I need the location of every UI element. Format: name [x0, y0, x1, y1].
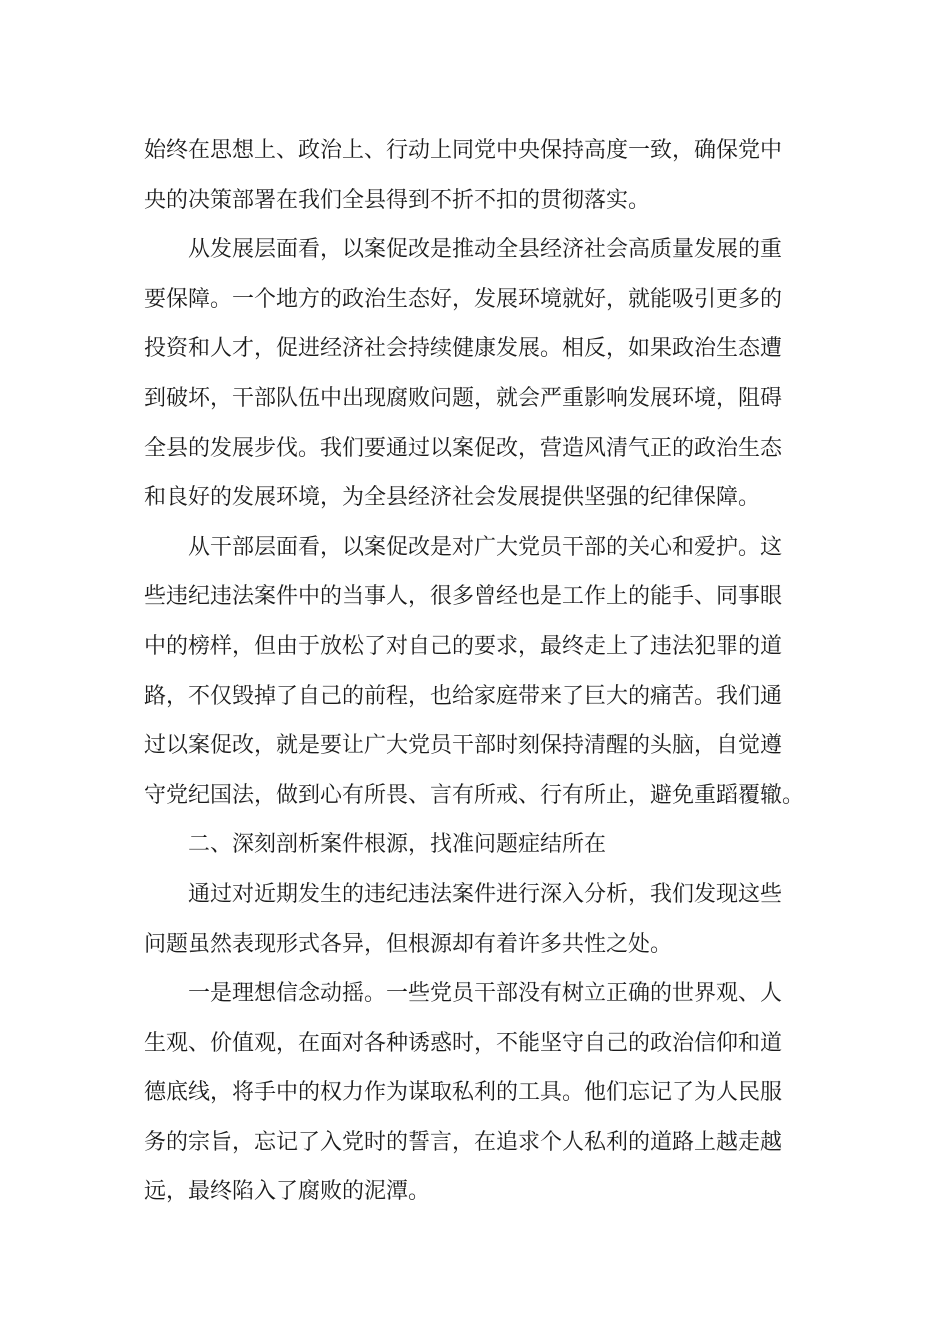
text-line: 守党纪国法，做到心有所畏、言有所戒、行有所止，避免重蹈覆辙。 [144, 782, 805, 808]
paragraph-cadres [144, 523, 810, 821]
heading-line: 二、深刻剖析案件根源，找准问题症结所在 [188, 832, 607, 858]
text-line: 从发展层面看，以案促改是推动全县经济社会高质量发展的重 [188, 237, 783, 263]
text-line: 要保障。一个地方的政治生态好，发展环境就好，就能吸引更多的 [144, 286, 783, 312]
text-line: 些违纪违法案件中的当事人，很多曾经也是工作上的能手、同事眼 [144, 584, 783, 610]
text-line: 央的决策部署在我们全县得到不折不扣的贯彻落实。 [144, 187, 651, 213]
text-line: 通过对近期发生的违纪违法案件进行深入分析，我们发现这些 [188, 881, 783, 907]
text-line: 从干部层面看，以案促改是对广大党员干部的关心和爱护。这 [188, 534, 783, 560]
text-line: 全县的发展步伐。我们要通过以案促改，营造风清气正的政治生态 [144, 435, 783, 461]
body-text [144, 126, 810, 1217]
paragraph-development [144, 225, 810, 523]
section-heading [144, 820, 810, 870]
text-line: 和良好的发展环境，为全县经济社会发展提供坚强的纪律保障。 [144, 485, 761, 511]
text-line: 到破坏，干部队伍中出现腐败问题，就会严重影响发展环境，阻碍 [144, 385, 783, 411]
text-line: 远，最终陷入了腐败的泥潭。 [144, 1179, 431, 1205]
text-line: 始终在思想上、政治上、行动上同党中央保持高度一致，确保党中 [144, 138, 783, 163]
text-line: 生观、价值观，在面对各种诱惑时，不能坚守自己的政治信仰和道 [144, 1030, 783, 1056]
text-line: 过以案促改，就是要让广大党员干部时刻保持清醒的头脑，自觉遵 [144, 733, 783, 759]
text-line: 德底线，将手中的权力作为谋取私利的工具。他们忘记了为人民服 [144, 1080, 783, 1106]
text-line: 一是理想信念动摇。一些党员干部没有树立正确的世界观、人 [188, 981, 783, 1007]
paragraph-continuation [144, 126, 810, 225]
text-line: 务的宗旨，忘记了入党时的誓言，在追求个人私利的道路上越走越 [144, 1129, 783, 1155]
text-line: 投资和人才，促进经济社会持续健康发展。相反，如果政治生态遭 [144, 336, 783, 362]
paragraph-point-one [144, 969, 810, 1217]
text-line: 问题虽然表现形式各异，但根源却有着许多共性之处。 [144, 931, 673, 957]
text-line: 路，不仅毁掉了自己的前程，也给家庭带来了巨大的痛苦。我们通 [144, 683, 783, 709]
paragraph-analysis [144, 870, 810, 969]
text-line: 中的榜样，但由于放松了对自己的要求，最终走上了违法犯罪的道 [144, 633, 783, 659]
